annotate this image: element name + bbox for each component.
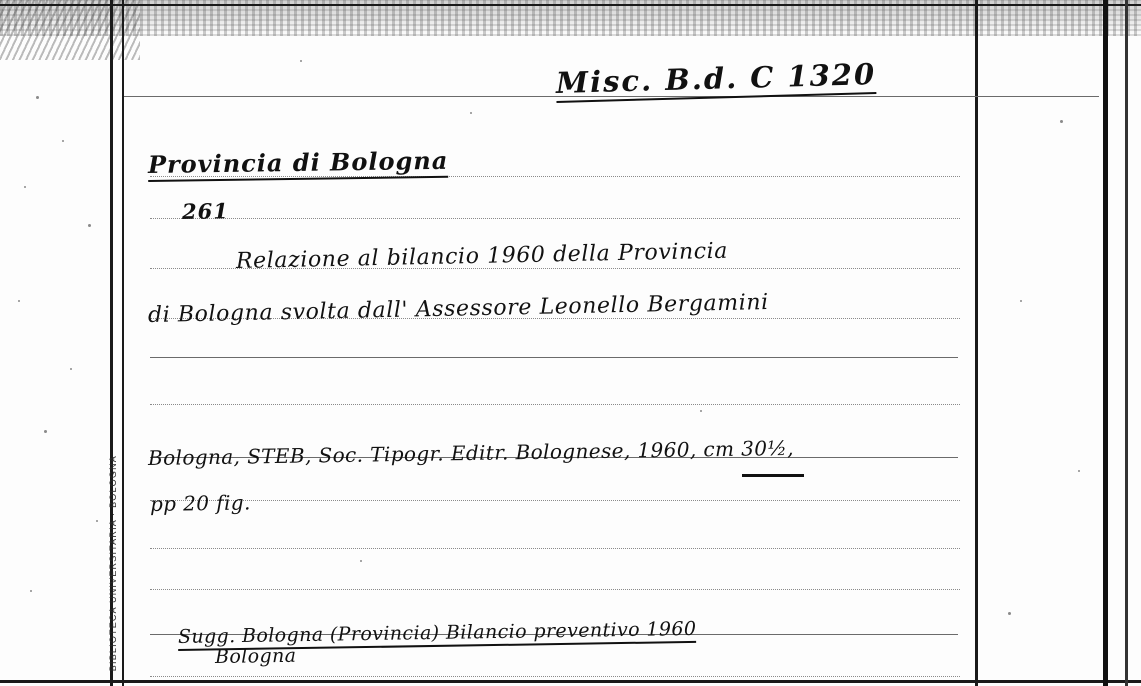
scan-speckle	[1060, 120, 1063, 123]
call-number-text: 261	[181, 198, 230, 224]
tracing-cut-text: Bologna	[214, 644, 297, 668]
scan-speckle	[24, 186, 26, 188]
scan-speckle	[36, 96, 39, 99]
scan-speckle	[44, 430, 47, 433]
imprint-line-2: pp 20 fig.	[149, 490, 251, 516]
scan-speckle	[1078, 470, 1080, 472]
card-rule	[150, 404, 960, 405]
scan-speckle	[88, 224, 91, 227]
scan-speckle	[1020, 300, 1022, 302]
card-border-right	[975, 0, 978, 686]
ink-strike-mark	[742, 474, 804, 477]
title-line-2: di Bologna svolta dall' Assessore Leonello Bergamini	[147, 290, 769, 328]
scan-speckle	[30, 590, 32, 592]
scan-speckle	[18, 300, 20, 302]
card-rule	[150, 218, 960, 219]
scan-edge-right-outer	[1125, 0, 1128, 686]
card-rule	[150, 548, 960, 549]
imprint-line-1: Bologna, STEB, Soc. Tipogr. Editr. Bolognese, 1960, cm 30½,	[147, 435, 795, 470]
scan-smudge-corner	[0, 0, 140, 60]
scan-speckle	[700, 410, 702, 412]
scan-speckle	[470, 112, 472, 114]
card-rule	[150, 357, 958, 358]
shelfmark-text: Misc. B.d. C 1320	[555, 57, 876, 103]
tracing-cut-line	[130, 644, 960, 686]
scan-speckle	[62, 140, 64, 142]
card-rule	[150, 500, 960, 501]
scan-speckle	[300, 60, 302, 62]
library-stamp-vertical: BIBLIOTECA UNIVERSITARIA · BOLOGNA	[108, 455, 118, 672]
scan-speckle	[96, 520, 98, 522]
card-border-left-inner	[122, 0, 124, 686]
card-border-top	[0, 4, 1141, 6]
tracing-text: Sugg. Bologna (Provincia) Bilancio preventivo 1960	[178, 618, 697, 651]
title-line-1: Relazione al bilancio 1960 della Provincia	[235, 238, 729, 274]
scan-speckle	[1008, 612, 1011, 615]
scan-edge-right	[1103, 0, 1108, 686]
heading-text: Provincia di Bologna	[148, 146, 449, 182]
scan-speckle	[360, 560, 362, 562]
scan-speckle	[70, 368, 72, 370]
card-rule	[150, 589, 960, 590]
